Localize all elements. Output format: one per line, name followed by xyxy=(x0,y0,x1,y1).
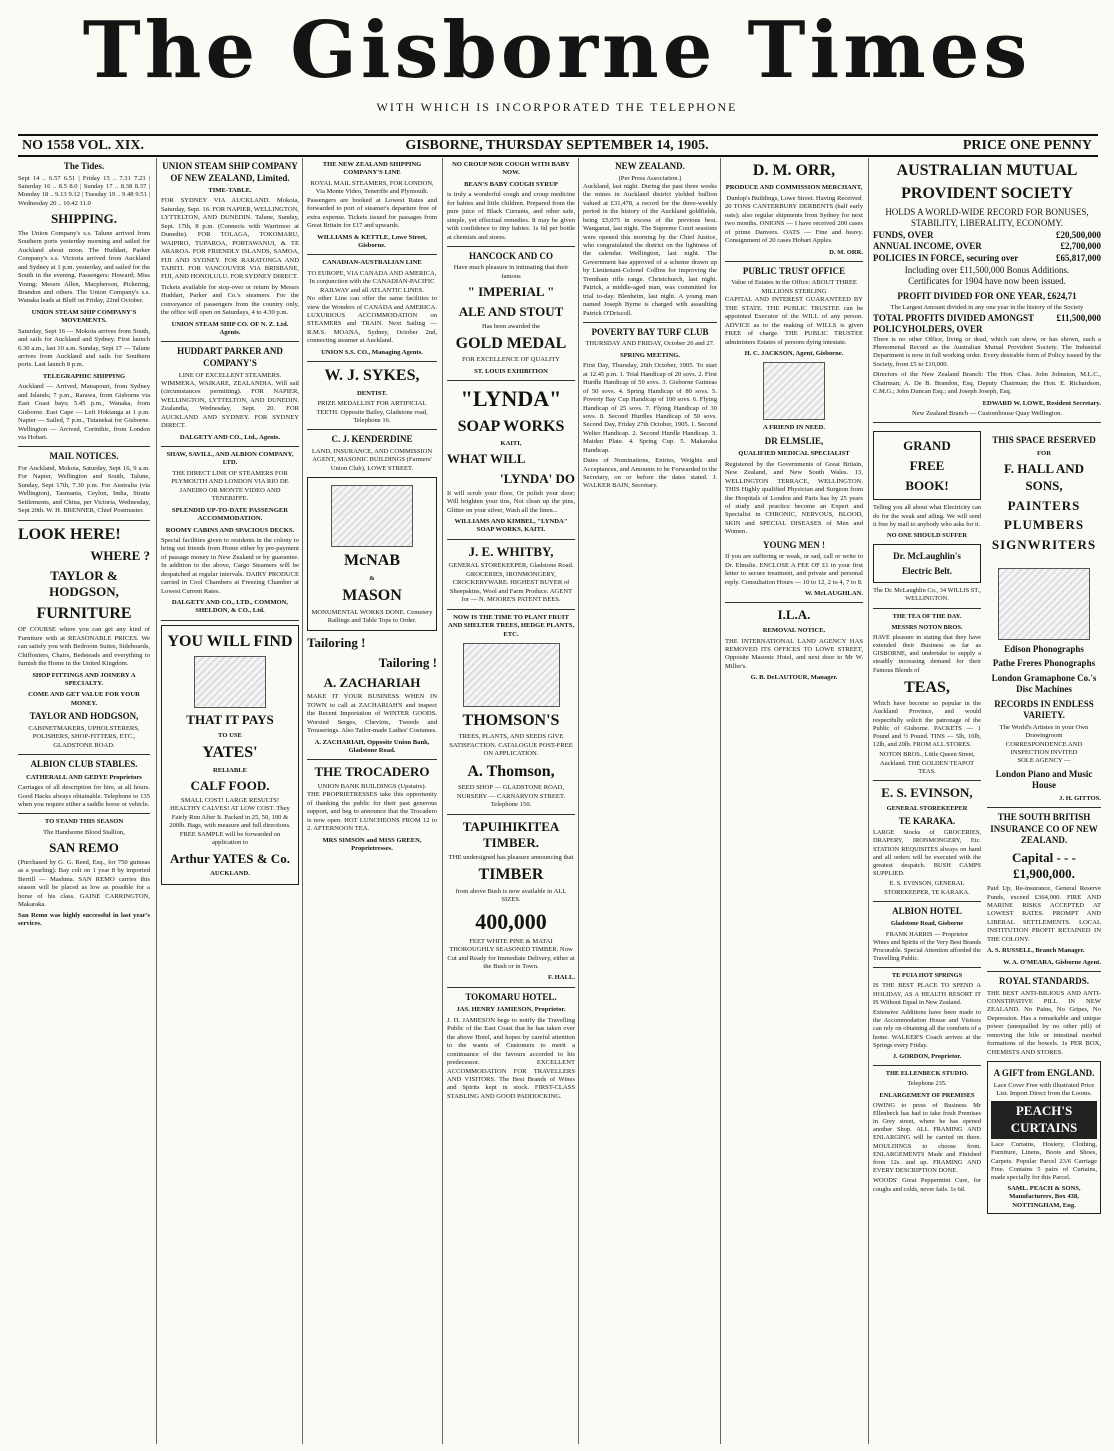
hancock-imperial: " IMPERIAL " xyxy=(467,284,555,300)
mcnab-3: MASON xyxy=(342,587,402,605)
amp-policies xyxy=(873,253,1101,265)
pathe-line: Pathe Freres Phonographs xyxy=(992,658,1096,669)
trocadero-text: THE PROPRIETRESSES take this opportunity of thanking the public for their past generous support, and beg to announce that the Trocadero is now open. HOT LUNCHEONS FROM 12 to 2. AFTERNOON TEA. xyxy=(307,791,437,833)
mail-heading: MAIL NOTICES. xyxy=(49,451,119,462)
grand-3: BOOK! xyxy=(905,477,949,493)
amp-profit: PROFIT DIVIDED FOR ONE YEAR, £624,71 xyxy=(897,290,1077,301)
thomson-foot: SEED SHOP — GLADSTONE ROAD, NURSERY — CARNARVON STREET. Telephone 150. xyxy=(456,784,566,809)
grand-free-book-box xyxy=(873,431,981,500)
south-british-omeara: W. A. O'MEARA, Gisborne Agent. xyxy=(1003,958,1101,966)
public-trust-heading: PUBLIC TRUST OFFICE xyxy=(742,265,846,276)
shop-fittings: SHOP FITTINGS AND JOINERY A SPECIALTY. xyxy=(32,671,136,687)
masthead-rule-top xyxy=(18,134,1098,136)
sykes-text: PRIZE MEDALLIST FOR ARTIFICIAL TEETH. Opposite Bailey, Gladstone road, Telephone 16. xyxy=(316,400,428,424)
trocadero-heading: THE TROCADERO xyxy=(314,764,430,780)
mail-text: For Auckland, Mokoia, Saturday, Sept 16, 9 a.m. For Napier, Wellington and South, Talune, Sunday, Sept 17th, 7.30 p.m. For Australia (via Wellington), Tasmania, Ceylon, India, Straits Settlements, and China, per Victoria, Wednesday, Sept 20th. W. H. BRENNER, Chief Postmaster. xyxy=(18,464,150,515)
turf-club-meeting: SPRING MEETING. xyxy=(619,351,681,359)
reserved-heading: THIS SPACE RESERVED xyxy=(992,435,1096,446)
mcnab-1: McNAB xyxy=(344,552,400,570)
telegraphic-heading: TELEGRAPHIC SHIPPING xyxy=(42,372,126,380)
lynda-5: 'LYNDA' DO xyxy=(499,471,575,487)
yates-find: YOU WILL FIND xyxy=(167,632,293,650)
newspaper-title: The Gisborne Times xyxy=(82,5,1032,96)
hancock-stlouis: ST. LOUIS EXHIBITION xyxy=(474,367,548,375)
ellenbeck-heading: THE ELLENBECK STUDIO. xyxy=(885,1070,969,1078)
hancock-note3: FOR EXCELLENCE OF QUALITY xyxy=(462,356,560,364)
column-5 xyxy=(578,158,721,1444)
hancock-name: HANCOCK AND CO xyxy=(468,250,553,261)
amp-office: New Zealand Branch — Customhouse Quay Wellington. xyxy=(911,410,1063,418)
croup-heading: NO CROUP NOR COUGH WITH BABY NOW. xyxy=(452,161,570,177)
royal-standards-heading: ROYAL STANDARDS. xyxy=(998,976,1090,987)
firm-name: TAYLOR AND HODGSON, xyxy=(29,711,139,722)
mclaughlin-box xyxy=(873,544,981,583)
gift-heading: A GIFT from ENGLAND. xyxy=(993,1068,1095,1079)
yates-ad xyxy=(161,625,299,885)
timetable-heading: TIME-TABLE. xyxy=(208,187,252,195)
albion-stables-text: Carriages of all description for hire, at all hours. Good Hacks always obtainable. Telephone to 135 when you require either a saddle horse or vehicle. xyxy=(18,784,150,808)
orr-text: 20 TONS CANTERBURY DERBENTS (half early oats); also regular shipments from Sydney for next two months. ONIONS — I have received 200 cases of prime Danvers. OATS — Fine and heavy. Consignment of 20 cases Hobart Apples. xyxy=(725,203,863,245)
lynda-2: SOAP WORKS xyxy=(457,417,565,435)
yates-town: AUCKLAND. xyxy=(210,870,250,878)
turf-club-sub: THURSDAY AND FRIDAY, October 26 and 27. xyxy=(585,340,715,348)
orr-sub: PRODUCE AND COMMISSION MERCHANT, xyxy=(725,184,863,192)
records-line: RECORDS IN ENDLESS VARIETY. xyxy=(994,698,1094,721)
albion-hotel-heading: ALBION HOTEL xyxy=(892,905,962,916)
hall-painters: PAINTERS xyxy=(1007,497,1081,513)
orr-name: D. M. ORR, xyxy=(752,162,836,179)
amp-funds-label: FUNDS, OVER xyxy=(873,229,934,240)
albion-hotel-sub: Gladstone Road, Gisborne xyxy=(890,920,964,928)
hall-name: F. HALL AND SONS, xyxy=(1003,461,1085,494)
cpr-text: No other Line can offer the same facilities to view the Wonders of CANADA and AMERICA. LUXURIOUS ACCOMMODATION on STEAMERS and TRAIN. Next Sailing — R.M.S. MOANA, Sydney, October 2nd, connecting steamer at Auckland. xyxy=(307,295,437,345)
calf-illustration xyxy=(194,656,266,708)
elmslie-name: DR ELMSLIE, xyxy=(764,435,824,446)
mclaughlin-1: Dr. McLaughlin's xyxy=(893,551,961,562)
amp-directors: Directors of the New Zealand Branch: The Hon. Chas. John Johnston, M.L.C., Chairman; A. De B. Brandon, Esq, Deputy Chairman; the Hon. E. Richardson, C.M.G.; John Duncan Esq.; and Joseph Joseph, Esq. xyxy=(873,371,1101,396)
furniture-heading: FURNITURE xyxy=(36,604,132,622)
tea-text: HAVE pleasure in stating that they have extended their Business as far as GISBORNE, and undertake to supply a steadily increasing demand for their Famous Blends of xyxy=(873,633,981,674)
lynda-3: KAITI, xyxy=(500,439,522,447)
timetable-text: FOR SYDNEY VIA AUCKLAND. Mokoia, Saturday, Sept. 16. FOR NAPIER, WELLINGTON, LYTTELTON, AND DUNEDIN. Talune, Sunday, Sept. 17th, 8 p.m. (Connects with Warrimoo at Dunedin). FOR TOLAGA, TOKOMARU, WAIPIRO, TUPAROA, PORTAWANUI, & TE ARAROA. FOR FRIENDLY ISLANDS, SAMOA, FIJI AND SYDNEY. FOR RARATONGA AND TAHITI. FOR VANCOUVER VIA BRISBANE, FIJI, AND HONOLULU. FOR SYDNEY DIRECT. xyxy=(161,197,299,281)
telegraphic-text: Auckland — Arrived, Manapouri, from Sydney and Islands; 7 p.m., Rarawa, from Gisborne via East Coast bays; 5.45 p.m., Wanaka, from Gisborne. East Cape — Left Hokianga at 1 p.m. Napier — Sailed, 7 p.m., Tutanekai for Gisborne. Wellington — Arrived, Corinthic, from London via Hobart. xyxy=(18,383,150,441)
zachariah-foot: A. ZACHARIAH, Opposite Union Bank, Gladstone Road. xyxy=(314,738,430,754)
hancock-note2: Has been awarded the xyxy=(481,322,541,330)
timetable-note: Tickets available for stop-over or return by Messrs Huddart, Parker and Co.'s steamers. For the conveyance of passengers from the country only, the office will open on Saturdays, 4 to 4.30 p.m. xyxy=(161,283,299,317)
croup-name: BEAN'S BABY COUGH SYRUP xyxy=(464,180,558,188)
yates-text: SMALL COST! LARGE RESULTS! HEALTHY CALVES! AT LOW COST. They Fairly Run After It. Packed in 25, 50, 100 & 200lb. Bags, with measure and full directions. FREE SAMPLE will be forwarded on application to xyxy=(169,796,291,847)
yates-line-2: TO USE xyxy=(218,731,242,739)
zachariah-text: MAKE IT YOUR BUSINESS WHEN IN TOWN to call at ZACHARIAH'S and inspect the Recent Importation of WINTER GOODS. Worsted Serges, Cheviots, Tweeds and Trouserings. Also Tailor-made Ladies' Costumes. xyxy=(307,693,437,735)
mcnab-ad xyxy=(307,477,437,631)
dateline: GISBORNE, THURSDAY SEPTEMBER 14, 1905. xyxy=(405,138,709,153)
masthead xyxy=(0,0,1114,150)
grand-text: Telling you all about what Electricity can do for the weak and ailing. We will send it free by mail to anybody who asks for it. xyxy=(873,504,981,528)
column-1 xyxy=(18,158,154,1444)
elmslie-sub: QUALIFIED MEDICAL SPECIALIST xyxy=(738,450,850,458)
evinson-sub: GENERAL STOREKEEPER xyxy=(886,804,968,812)
young-men-text: If you are suffering or weak, or sad, call or write to Dr. Elmslie. ENCLOSE A FEE OF £1 in your first letter to secure treatment, and private and personal reply. Consultation Hours — 10 to 12, 2 to 4, 7 to 8. xyxy=(725,553,863,586)
sanremo-text: (Purchased by G. G. Reed, Esq., for 750 guineas as a yearling). Bay colt on 1 year 8 by imported Berrill — Mashma. SAN REMO carries this season will be placed as low as possible for a horse of his class. GAINE CARRINGTON, Makaraka. xyxy=(18,858,150,909)
amp-note3: The Largest Amount divided in any one year in the history of the Society xyxy=(890,304,1084,312)
amp-policies-label: POLICIES IN FORCE, securing over xyxy=(873,253,1019,263)
shaw-text: Special facilities given to residents in the colony to bring out friends from Home either by pre-payment of passage money in New Zealand or by guarantee. In addition to the above, Cargo Steamers will be despatched at regular intervals. DAIRY PRODUCE carried in Cool Chambers at Freezing Chamber at Lowest Current Rates. xyxy=(161,536,299,595)
issue-number: NO 1558 VOL. XIX. xyxy=(22,138,144,153)
hall-plumbers: PLUMBERS xyxy=(1003,517,1085,533)
mcnab-text: MONUMENTAL WORKS DONE. Cemetery Railings and Table Tops to Order. xyxy=(311,608,433,625)
peach-ad xyxy=(987,1061,1101,1214)
lynda-4: WHAT WILL xyxy=(447,451,526,467)
nz-news-heading: NEW ZEALAND. xyxy=(615,161,685,171)
thomson-heading: THOMSON'S xyxy=(462,711,560,729)
turf-club-text: First Day, Thursday, 26th October, 1905. To start at 12.45 p.m. 1. Trial Handicap of 20 sovs. 2. First Hurdle Handicap of 50 sovs. 3. Gisborne Guineas of 50 sovs. 4. Spring Handicap of 80 sovs. 5. Poverty Bay Cup Handicap of 100 sovs. 6. Flying Handicap of 25 sovs. 7. Flying Handicap of 30 sovs. 8. Second Hurdles Handicap of 50 sovs. Second Day, Friday 27th October, 1905. 1. Second Welter Handicap. 2. Second Hurdle Handicap. 3. Maiden Plate. 4. Spring Cup. 5. Makaraka Handicap. xyxy=(583,362,717,454)
correspondence-line: CORRESPONDENCE AND INSPECTION INVITED xyxy=(1005,740,1083,756)
thomson-name: A. Thomson, xyxy=(467,762,555,780)
orr-addr: Dunlop's Buildings, Lowe Street. Having Received xyxy=(726,194,862,202)
shaw-ships: SPLENDID UP-TO-DATE PASSENGER ACCOMMODATION. xyxy=(171,506,289,523)
young-men-heading: YOUNG MEN ! xyxy=(763,539,825,550)
hancock-note: Have much pleasure in intimating that their famous xyxy=(453,264,569,280)
tokomaru-text: J. H. JAMIESON begs to notify the Travelling Public of the East Coast that he has taken over the above Hotel, and hopes by careful attention to the wants of Customers to merit a continuance of the favours accorded to his predecessor. EXCELLENT ACCOMMODATION FOR TRAVELLERS AND VISITORS. The Best Brands of Wines and Spirits kept in stock. FIRST-CLASS STABLING AND GOOD PADDOCKING. xyxy=(447,1016,575,1100)
evinson-town: TE KARAKA. xyxy=(898,815,956,826)
shaw-heading: SHAW, SAVILL, AND ALBION COMPANY, LTD. xyxy=(166,451,294,467)
firm-sub: CABINETMAKERS, UPHOLSTERERS, POLISHERS, SHOP-FITTERS, ETC., GLADSTONE ROAD. xyxy=(28,724,140,749)
masthead-rule-bottom xyxy=(18,155,1098,157)
amp-sub: HOLDS A WORLD-WIDE RECORD FOR BONUSES, STABILITY, LIBERALITY, ECONOMY. xyxy=(885,206,1089,229)
tokomaru-sub: JAS. HENRY JAMIESON, Proprietor. xyxy=(456,1006,566,1014)
tea-text2: Which have become so popular in the Auckland Province, and would respectfully solicit the patronage of the Public of Gisborne. PACKETS — 1 Pound and ½ Pound. TINS — 5lb, 10lb, 12lb, and 20lb. FROM ALL STORES. xyxy=(873,700,981,749)
croup-text: is truly a wonderful cough and croup medicine for babies and little children. Prepared from the pure juice of Black Currants, and other safe, simple, yet effectual remedies. It may be given with confidence to tiny babies. 1s 6d per bottle at chemists and stores. xyxy=(447,191,575,241)
ellenbeck-tel: Telephone 235. xyxy=(907,1080,947,1088)
mclaughlin-foot: The Dr. McLaughlin Co., 34 WILLIS ST., WELLINGTON. xyxy=(873,587,981,603)
amp-income-value: £2,700,000 xyxy=(1060,241,1101,252)
sanremo-sub: The Handsome Blood Stallion, xyxy=(43,828,125,836)
lynda-text: It will scrub your floor, Or polish your door; Will brighten your tins, Not clean up the pins, Glitter on your silver, Wash all the linen... xyxy=(447,489,575,514)
no-one-suffer: NO ONE SHOULD SUFFER xyxy=(886,531,968,539)
mclaughlin-ad xyxy=(873,427,981,1218)
whitby-text: GENERAL STOREKEEPER, Gladstone Road. GROCERIES, IRONMONGERY, CROCKERYWARE. HIGHEST BUYER of Sheepskins, Wool and Farm Produce. AGENT for — N. MOORE'S PATENT BEES. xyxy=(448,562,574,604)
albion-stables-firm: CATHERALL AND GEDYE Proprietors xyxy=(26,773,142,781)
yates-line-5: CALF FOOD. xyxy=(190,778,270,794)
movements-text: Saturday, Sept 16 — Mokoia arrives from South, and sails for Auckland and Sydney. First launch 6.30 a.m., last 10 a.m. Sunday, Sept 17 — Talune arrives from Auckland and sails for Southern ports. Last launch 8 p.m. xyxy=(18,327,150,369)
woods-ad: WOODS' Great Peppermint Cure, for coughs and colds, never fails. 1s 6d. xyxy=(873,1177,981,1193)
yates-line-3: YATES' xyxy=(202,744,258,762)
timber-foot: F. HALL. xyxy=(547,974,575,982)
elmslie-foot: W. McLAUGHLAN. xyxy=(804,590,863,598)
amp-policies-value: £65,817,000 xyxy=(1056,253,1101,263)
sykes-name: W. J. SYKES, xyxy=(324,367,420,385)
amp-income-label: ANNUAL INCOME, OVER xyxy=(873,241,982,252)
grand-1: GRAND xyxy=(903,438,951,454)
right-ads xyxy=(987,427,1101,1218)
tailoring-2: Tailoring ! xyxy=(378,655,437,671)
tea-name: TEAS, xyxy=(904,678,950,696)
shipping-heading: SHIPPING. xyxy=(50,211,118,227)
sanremo-heading: TO STAND THIS SEASON xyxy=(44,818,124,826)
kenderdine-text: LAND, INSURANCE, AND COMMISSION AGENT, MASONIC BUILDINGS (Farmers' Union Club), LOWE STREET. xyxy=(311,447,433,472)
columns xyxy=(18,158,1101,1444)
amp-note2: Certificates for 1904 have now been issued. xyxy=(908,276,1066,287)
yates-line-4: RELIABLE xyxy=(212,766,248,774)
peach-text: Lace Curtains, Hosiery, Clothing, Furniture, Linens, Boots and Shoes, Carpets. Popular Parcel 23/6 Carriage Free. Contains 5 pairs of Curtains, made specially for this Parcel. xyxy=(991,1140,1097,1182)
column-6 xyxy=(720,158,867,1444)
cpr-heading: CANADIAN-AUSTRALIAN LINE xyxy=(322,259,422,267)
column-7 xyxy=(868,158,1105,1444)
shaw-foot: DALGETY AND CO., LTD., COMMON, SHELDON, & CO., Ltd. xyxy=(171,599,289,615)
sole-agency: SOLE AGENCY — xyxy=(1017,757,1071,765)
amp-note1: Including over £11,500,000 Bonus Additions. xyxy=(904,264,1070,275)
albion-hotel-prop: FRANK HARRIS — Proprietor xyxy=(885,930,969,938)
huddart-foot: DALGETY AND CO., Ltd., Agents. xyxy=(179,433,281,441)
ellenbeck-text: OWING to press of Business Mr Ellenbeck has had to take fresh Premises in Grey street, where he has opened another Shop. ALL FRAMING AND ENLARGING will be carried on there. MOULDINGS to choose from. ENLARGEMENTS Made and Finished from 12s. and up. FRAMING AND EVERY DESCRIPTION DONE. xyxy=(873,1101,981,1175)
lookhere-heading: LOOK HERE! xyxy=(18,525,121,543)
come-get-value: COME AND GET VALUE FOR YOUR MONEY. xyxy=(28,691,140,707)
piano-house: London Piano and Music House xyxy=(995,768,1093,791)
whitby-name: J. E. WHITBY, xyxy=(468,543,554,559)
tides-heading: The Tides. xyxy=(63,161,105,171)
huddart-text: WIMMERA, WAIKARE, ZEALANDIA. Will sail (circumstances permitting). FOR NAPIER, WELLINGTON, LYTTELTON, AND DUNEDIN. Zealandia, Wednesday, Sept. 20. FOR AUCKLAND AND SYDNEY. FOR SYDNEY DIRECT. xyxy=(161,379,299,430)
turf-club-foot: Dates of Nominations, Entries, Weights and Acceptances, and Amounts to be Forwarded to the Secretary, on or before the dates stated. J. WALKER BAIN, Secretary. xyxy=(583,457,717,490)
union-heading: UNION STEAM SHIP COMPANY OF NEW ZEALAND, Limited. xyxy=(162,161,298,183)
huddart-heading: HUDDART PARKER AND COMPANY'S xyxy=(177,346,283,368)
evinson-text: LARGE Stocks of GROCERIES, DRAPERY, IRONMONGERY, Etc. STATION REQUISITES always on hand and all orders will be executed with the greatest despatch. BUSH CAMPS SUPPLIED. xyxy=(873,829,981,878)
tailoring-1: Tailoring ! xyxy=(307,635,366,651)
sykes-title: DENTIST. xyxy=(356,389,388,397)
nzs-text: Passengers are booked at Lowest Rates and forwarded to port of steamer's departure free of extra expense. Tickets issued for passages from Great Britain for £17 and upwards. xyxy=(307,196,437,230)
timber-amount: 400,000 xyxy=(475,908,547,934)
shaw-sub: THE DIRECT LINE OF STEAMERS FOR PLYMOUTH AND LONDON VIA RIO DE JANEIRO OR MONTE VIDEO AND TENERIFFE. xyxy=(171,469,289,503)
gramophone-illustration xyxy=(998,568,1090,640)
amp-line-1: AUSTRALIAN MUTUAL xyxy=(896,162,1078,179)
south-british-heading: THE SOUTH BRITISH INSURANCE CO OF NEW ZEALAND. xyxy=(990,812,1098,846)
sanremo-foot: San Remo was highly successful in last year's services. xyxy=(18,911,150,927)
union-foot: UNION STEAM SHIP CO. OF N. Z. Ltd. Agents. xyxy=(171,320,289,337)
amp-funds xyxy=(873,230,1101,242)
cpr-foot: UNION S.S. CO., Managing Agents. xyxy=(321,348,423,356)
te-puia-sub: IS THE BEST PLACE TO SPEND A HOLIDAY, AS A HEALTH RESORT IT IS Without Equal in New Zealand. xyxy=(873,982,981,1006)
thomson-text: TREES, PLANTS, AND SEEDS GIVE SATISFACTION. CATALOGUE POST-FREE ON APPLICATION. xyxy=(449,733,573,758)
amp-total xyxy=(873,313,1101,336)
mcnab-2: & xyxy=(369,574,375,582)
kenderdine-name: C. J. KENDERDINE xyxy=(331,434,413,445)
amp-total-label: TOTAL PROFITS DIVIDED AMONGST POLICYHOLDERS, OVER xyxy=(873,312,1034,335)
edison-line: Edison Phonographs xyxy=(1004,643,1084,654)
tea-heading: THE TEA OF THE DAY. xyxy=(892,612,962,620)
ila-heading: I.L.A. xyxy=(777,607,811,623)
south-british-russell: A. S. RUSSELL, Branch Manager. xyxy=(987,947,1085,955)
trocadero-foot: MRS SIMSON and MISS GREEN, Proprietresses. xyxy=(322,836,422,853)
lookhere-text: OF COURSE where you can get any kind of Furniture with at REASONABLE PRICES. We can satisfy you with Bedroom Suites, Sideboards, Chiffoniers, Chairs, Bedsteads and everything to furnish the Home in the United Kingdom. xyxy=(18,626,150,668)
south-british-text: Paid Up, Re-insurance, General Reserve Funds, exceed £364,000. FIRE AND MARINE RISKS ACCEPTED AT LOWEST RATES. PROMPT AND LIBERAL SETTLEMENTS. LOCAL INSTITUTION PROFIT RETAINED IN THE COLONY. xyxy=(987,885,1101,943)
te-puia-heading: TE PUIA HOT SPRINGS xyxy=(891,972,963,980)
shaw-rooms: ROOMY CABINS AND SPACIOUS DECKS. xyxy=(165,526,295,534)
movements-heading: UNION STEAM SHIP COMPANY'S MOVEMENTS. xyxy=(31,308,137,325)
trees-heading: NOW IS THE TIME TO PLANT FRUIT AND SHELTER TREES, HEDGE PLANTS, ETC. xyxy=(447,613,575,638)
tea-firm: MESSRS NOTON BROS. xyxy=(891,623,963,631)
te-puia-foot: J. GORDON, Proprietor. xyxy=(892,1052,962,1060)
royal-standards-text: THE BEST ANTI-BILIOUS AND ANTI-CONSTIPATIVE PILL IN NEW ZEALAND. No Pains, No Gripes, No Depression. Has a remarkable and unique power (unequalled by no other pill) of removing the bile or intestinal morbid formations of the bowels. 1s PER BOX, CHEMISTS AND STORES. xyxy=(987,989,1101,1056)
public-trust-foot: H. C. JACKSON, Agent, Gisborne. xyxy=(744,349,844,357)
tokomaru-heading: TOKOMARU HOTEL. xyxy=(465,991,557,1002)
trocadero-sub: UNION BANK BUILDINGS (Upstairs). xyxy=(317,783,427,791)
ellenbeck-enlargement: ENLARGEMENT OF PREMISES xyxy=(879,1091,975,1099)
hancock-ale: ALE AND STOUT xyxy=(458,303,564,319)
reserved-for: FOR xyxy=(1037,449,1051,457)
elmslie-text: Registered by the Governments of Great Britain, New Zealand, and New South Wales. 13, WELLINGTON TERRACE, WELLINGTON. THIS Highly qualified Physician and Surgeon from the Hospitals of London and Paris has by 25 years of study and practice become an Expert and Specialist in CHRONIC, NERVOUS, BLOOD, SKIN and SPECIAL DISEASES of Men and Women. xyxy=(725,460,863,536)
public-trust-sub: Value of Estates in the Office: ABOUT THREE MILLIONS STERLING xyxy=(731,279,857,295)
amp-total-value: £11,500,000 xyxy=(1056,312,1101,323)
yates-line-1: THAT IT PAYS xyxy=(186,712,274,728)
column-4 xyxy=(442,158,579,1444)
where-heading: WHERE ? xyxy=(90,548,150,563)
taylor-hodgson-heading: TAYLOR & HODGSON, xyxy=(49,567,119,600)
ila-text: THE INTERNATIONAL LAND AGENCY HAS REMOVED ITS OFFICES TO LOWE STREET, Opposite Masonic Hotel, and next door to Mr W. Miller's. xyxy=(725,637,863,670)
nz-news-sub: (Per Press Association.) xyxy=(618,174,682,182)
gittos-name: J. H. GITTOS. xyxy=(1059,794,1101,802)
friend-caption: A FRIEND IN NEED. xyxy=(763,424,825,432)
newspaper-subtitle: WITH WHICH IS INCORPORATED THE TELEPHONE xyxy=(376,100,738,114)
amp-income xyxy=(873,241,1101,253)
sanremo-name: SAN REMO xyxy=(49,840,119,856)
friend-illustration xyxy=(763,362,825,420)
take-good-advice-illustration xyxy=(463,643,560,707)
huddart-sub: LINE OF EXCELLENT STEAMERS. xyxy=(178,371,282,379)
world-line: The World's Artistes in your Own Drawingroom xyxy=(999,723,1089,740)
evinson-name: E. S. EVINSON, xyxy=(881,784,973,800)
te-puia-text: Extensive Additions have been made to the Accommodation House and Visitors can rely on obtaining all the comforts of a home. WALKER'S Coach arrives at the Springs every Friday. xyxy=(873,1009,981,1049)
lynda-foot: WILLIAMS AND KIMBEL, "LYNDA" SOAP WORKS, KAITI. xyxy=(454,517,568,534)
orr-foot: D. M. ORR. xyxy=(829,248,863,256)
ila-sub: REMOVAL NOTICE. xyxy=(762,627,826,635)
public-trust-text: CAPITAL AND INTEREST GUARANTEED BY THE STATE. THE PUBLIC TRUSTEE can be appointed Executor of the WILL of any person. ADVICE as to the making of WILLS is given FREE of charge. THE PUBLIC TRUSTEE administers Estates of persons dying intestate. xyxy=(725,296,863,346)
timber-text: THE undersigned has pleasure announcing that xyxy=(448,853,574,861)
timber-word: TIMBER xyxy=(478,866,544,884)
gift-sub: Lace Cover Free with illustrated Price List. Import Direct from the Looms. xyxy=(993,1081,1095,1097)
price: PRICE ONE PENNY xyxy=(962,138,1092,153)
cpr-sub: TO EUROPE, VIA CANADA AND AMERICA, In conjunction with the CANADIAN-PACIFIC RAILWAY and all ATLANTIC LINES. xyxy=(307,269,437,294)
south-british-capital: Capital - - - £1,900,000. xyxy=(1012,849,1076,882)
yates-firm: Arthur YATES & Co. xyxy=(170,850,290,866)
nzs-heading: THE NEW ZEALAND SHIPPING COMPANY'S LINE xyxy=(322,161,422,177)
timber-heading: TAPUIHIKITEA TIMBER. xyxy=(462,818,560,851)
timber-sizes: from above Bush is now available in ALL SIZES. xyxy=(455,887,567,904)
amp-funds-value: £20,500,000 xyxy=(1056,229,1101,240)
peach-name: PEACH'S CURTAINS xyxy=(991,1101,1097,1138)
column-2 xyxy=(156,158,303,1444)
column-3 xyxy=(302,158,441,1444)
amp-manager: EDWARD W. LOWE, Resident Secretary. xyxy=(982,399,1101,407)
tea-foot: NOTON BROS., Little Queen Street, Auckland. THE GOLDEN TEAPOT TEAS. xyxy=(879,751,975,775)
lynda-1: "LYNDA" xyxy=(460,386,562,412)
amp-text: There is no other Office, living or dead, which can show, or has shown, such a Phenomenal Record as the Australian Mutual Provident Society. The Industrial Department is now in full working order. Every desirable form of Policy issued by the Society, from £5 to £10,000. xyxy=(873,335,1101,368)
peach-foot: SAML. PEACH & SONS, Manufacturers, Box 438, NOTTINGHAM, Eng. xyxy=(1007,1184,1081,1209)
albion-stables-heading: ALBION CLUB STABLES. xyxy=(30,759,138,770)
london-gram-line: London Gramaphone Co.'s Disc Machines xyxy=(991,672,1097,695)
albion-hotel-text: Wines and Spirits of the Very Best Brands Procurable. Special Attention afforded the Travelling Public. xyxy=(873,938,981,963)
nzs-foot: WILLIAMS & KETTLE, Lowe Street, Gisborne. xyxy=(317,233,427,249)
mclaughlin-2: Electric Belt. xyxy=(902,565,952,576)
grand-2: FREE xyxy=(909,458,945,474)
hancock-gold: GOLD MEDAL xyxy=(455,335,567,353)
monument-illustration xyxy=(331,485,413,547)
evinson-foot: E. S. EVINSON, GENERAL STOREKEEPER, TE KARAKA. xyxy=(884,880,970,896)
turf-club-heading: POVERTY BAY TURF CLUB xyxy=(591,326,709,337)
nzs-sub: ROYAL MAIL STEAMERS, FOR LONDON, Via Monte Video, Teneriffe and Plymouth. xyxy=(310,179,434,196)
shipping-text: The Union Company's s.s. Talune arrived from Southern ports yesterday morning and sailed for Auckland about noon. The Huddart, Parker Company's s.s. Victoria arrived from Auckland and Sydney at 1 p.m. yesterday, and sailed for the South in the evening. Passengers: Howard; Miss Young; Messrs Allen, Macpherson, Pickering, Brandon and others. The Union Company's s.s. Wanaka leads at Bluff on Friday, 22nd October. xyxy=(18,229,150,305)
tides-table: Sept 14 .. 6.57 6.51 | Friday 15 .. 7.31 7.23 | Saturday 16 .. 8.5 8.0 | Sunday 17 .. 8.38 8.37 | Monday 18 .. 9.13 9.12 | Tuesday 19 .. 9.48 9.51 | Wednesday 20 .. 10.42 11.0 xyxy=(18,174,150,207)
hall-signwriters: SIGNWRITERS xyxy=(991,536,1097,552)
timber-sub: FEET WHITE PINE & MATAI THOROUGHLY SEASONED TIMBER. Now Cut and Ready for Immediate Delivery, either at the Bush or in Town. xyxy=(447,937,575,971)
amp-line-2: PROVIDENT SOCIETY xyxy=(901,185,1073,203)
nz-news-text: Auckland, last night. During the past three weeks the mines in Auckland district yielded bullion valued at £31,478, a record for the three-weekly period in the history of the Auckland goldfields, being £5,075 in excess of the previous best. Wanganui, last night. The Supreme Court sessions were opened this morning by the Chief Justice, who congratulated the district on the lightness of the calendar. Wellington, last night. The Government has approved of a scheme drawn up by Lieutenant-Colonel Collins for improving the Trentham rifle range. Christchurch, last night. Patrick, a middle-aged man, was committed for trial to-day. Blenheim, last night. A young man named Joseph Byrne is charged with assaulting Patrick O'Driscoll. xyxy=(583,182,717,317)
ila-foot: G. B. DeLAUTOUR, Manager. xyxy=(750,674,838,682)
zachariah-name: A. ZACHARIAH xyxy=(323,674,421,690)
